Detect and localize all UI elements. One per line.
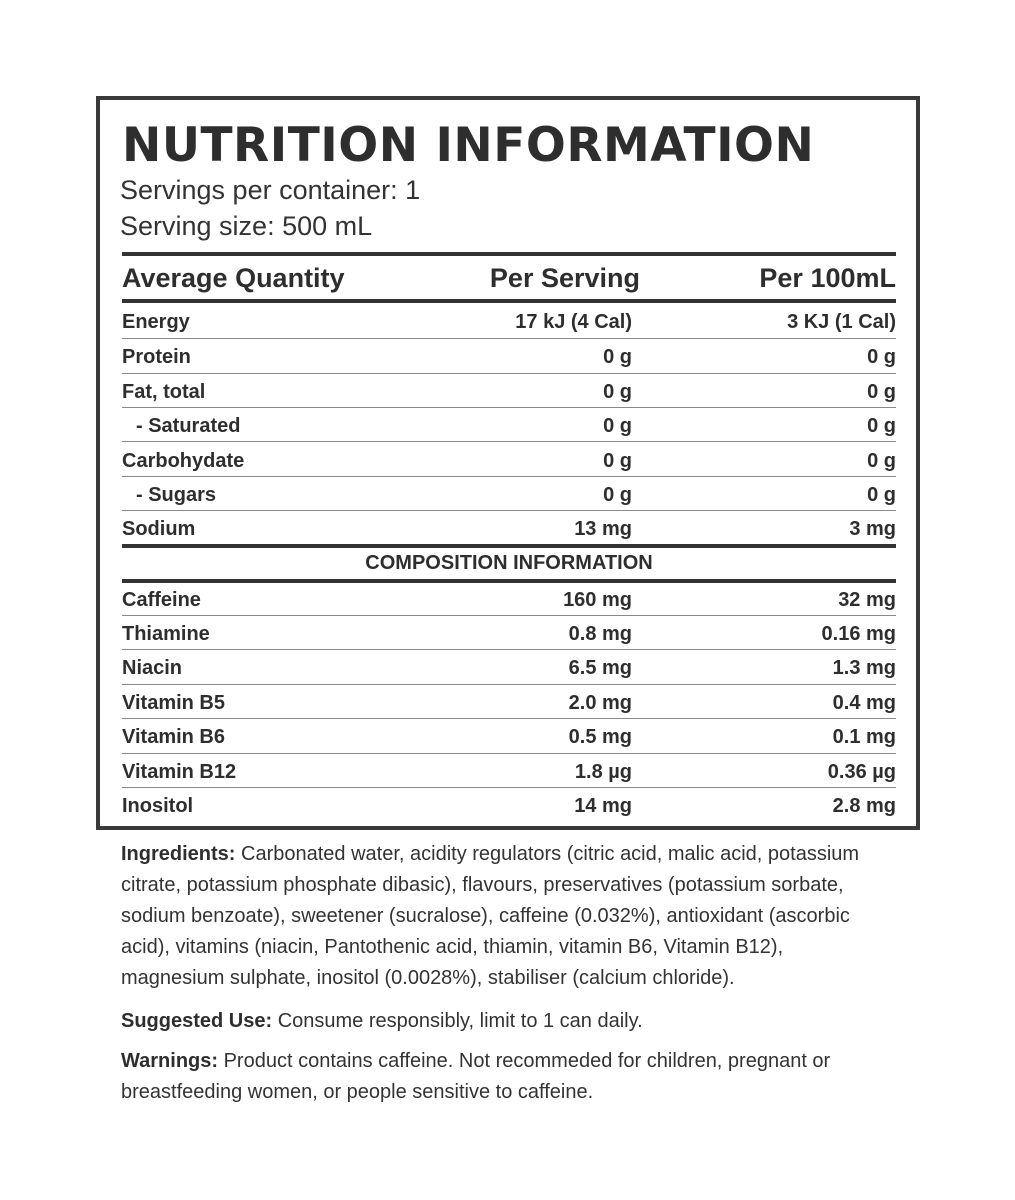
ingredients-label: Ingredients: (121, 843, 236, 865)
row-per-100ml: 0 g (867, 381, 896, 403)
table-row (122, 651, 896, 685)
row-name: - Sugars (136, 484, 217, 506)
row-divider (122, 476, 896, 477)
warnings-label: Warnings: (121, 1050, 219, 1072)
row-name: Thiamine (122, 623, 210, 645)
row-name: - Saturated (136, 415, 241, 437)
row-divider (122, 684, 896, 685)
row-name: Vitamin B12 (122, 761, 237, 783)
row-name: Protein (122, 346, 191, 368)
row-name: Energy (122, 311, 190, 333)
row-per-100ml: 0 g (867, 484, 896, 506)
servings-per-container: Servings per container: 1 (120, 175, 421, 205)
serving-size: Serving size: 500 mL (120, 211, 373, 241)
row-per-serving: 0 g (603, 450, 632, 472)
row-per-serving: 0.5 mg (568, 726, 632, 748)
nutrition-panel (96, 96, 920, 830)
table-row (122, 617, 896, 651)
row-divider (122, 615, 896, 616)
divider-thick (122, 299, 896, 303)
row-per-100ml: 0 g (867, 450, 896, 472)
divider-thick (122, 252, 896, 256)
row-per-serving: 17 kJ (4 Cal) (515, 311, 632, 333)
row-per-serving: 13 mg (574, 518, 632, 540)
row-name: Carbohydate (122, 450, 245, 472)
row-per-serving: 0 g (603, 484, 632, 506)
table-row (122, 789, 896, 823)
ingredients-body: Carbonated water, acidity regulators (citric acid, malic acid, potassium citrate, potassium phosphate dibasic), flavours, preservatives (potassium sorbate, sodium benzoate), sweetener (sucralose), caffeine (0.032%), antioxidant (ascorbic acid), vitamins (niacin, Pantothenic acid, thiamin, vitamin B6, Vitamin B12), magnesium sulphate, inositol (0.0028%), stabiliser (calcium chloride). (121, 843, 860, 989)
row-per-100ml: 2.8 mg (832, 795, 896, 817)
row-per-serving: 6.5 mg (568, 657, 632, 679)
panel-title: NUTRITION INFORMATION (122, 118, 815, 173)
table-row (122, 686, 896, 720)
header-per-100ml: Per 100mL (759, 263, 896, 293)
table-header (122, 258, 896, 298)
table-row (122, 720, 896, 754)
row-per-serving: 0.8 mg (568, 623, 632, 645)
composition-title: COMPOSITION INFORMATION (365, 552, 653, 574)
row-divider (122, 753, 896, 754)
row-name: Caffeine (122, 589, 201, 611)
row-divider (122, 373, 896, 374)
row-per-serving: 160 mg (563, 589, 632, 611)
row-per-100ml: 0.36 µg (827, 761, 896, 783)
row-per-100ml: 0.4 mg (832, 692, 896, 714)
row-per-serving: 14 mg (574, 795, 632, 817)
row-name: Niacin (122, 657, 183, 679)
warnings-body: Product contains caffeine. Not recommeded for children, pregnant or breastfeeding women, or people sensitive to caffeine. (121, 1050, 831, 1103)
table-row (122, 444, 896, 478)
suggested-use-body: Consume responsibly, limit to 1 can daily. (272, 1010, 643, 1032)
table-row (122, 512, 896, 546)
row-divider (122, 441, 896, 442)
table-row (122, 583, 896, 617)
ingredients-text (121, 839, 881, 994)
row-divider (122, 649, 896, 650)
row-per-100ml: 3 mg (849, 518, 896, 540)
row-per-100ml: 32 mg (838, 589, 896, 611)
table-row (122, 305, 896, 339)
row-divider (122, 718, 896, 719)
row-per-serving: 0 g (603, 415, 632, 437)
row-name: Vitamin B5 (122, 692, 225, 714)
row-per-100ml: 0 g (867, 415, 896, 437)
table-row (122, 340, 896, 374)
row-name: Inositol (122, 795, 194, 817)
suggested-use-text (121, 1006, 881, 1037)
row-per-serving: 1.8 µg (574, 761, 632, 783)
row-divider (122, 338, 896, 339)
row-per-100ml: 0.1 mg (832, 726, 896, 748)
header-per-serving: Per Serving (489, 263, 640, 293)
row-per-serving: 2.0 mg (568, 692, 632, 714)
row-per-100ml: 0.16 mg (821, 623, 896, 645)
row-divider (122, 787, 896, 788)
row-divider (122, 407, 896, 408)
row-divider (122, 510, 896, 511)
row-per-serving: 0 g (603, 381, 632, 403)
warnings-text (121, 1046, 881, 1108)
row-per-100ml: 3 KJ (1 Cal) (787, 311, 896, 333)
table-row (122, 409, 896, 443)
row-per-100ml: 0 g (867, 346, 896, 368)
table-row (122, 478, 896, 512)
header-average-quantity: Average Quantity (122, 263, 345, 293)
table-row (122, 375, 896, 409)
table-row (122, 755, 896, 789)
suggested-use-label: Suggested Use: (121, 1010, 273, 1032)
row-per-100ml: 1.3 mg (832, 657, 896, 679)
row-name: Sodium (122, 518, 196, 540)
row-per-serving: 0 g (603, 346, 632, 368)
row-name: Vitamin B6 (122, 726, 225, 748)
row-name: Fat, total (122, 381, 206, 403)
